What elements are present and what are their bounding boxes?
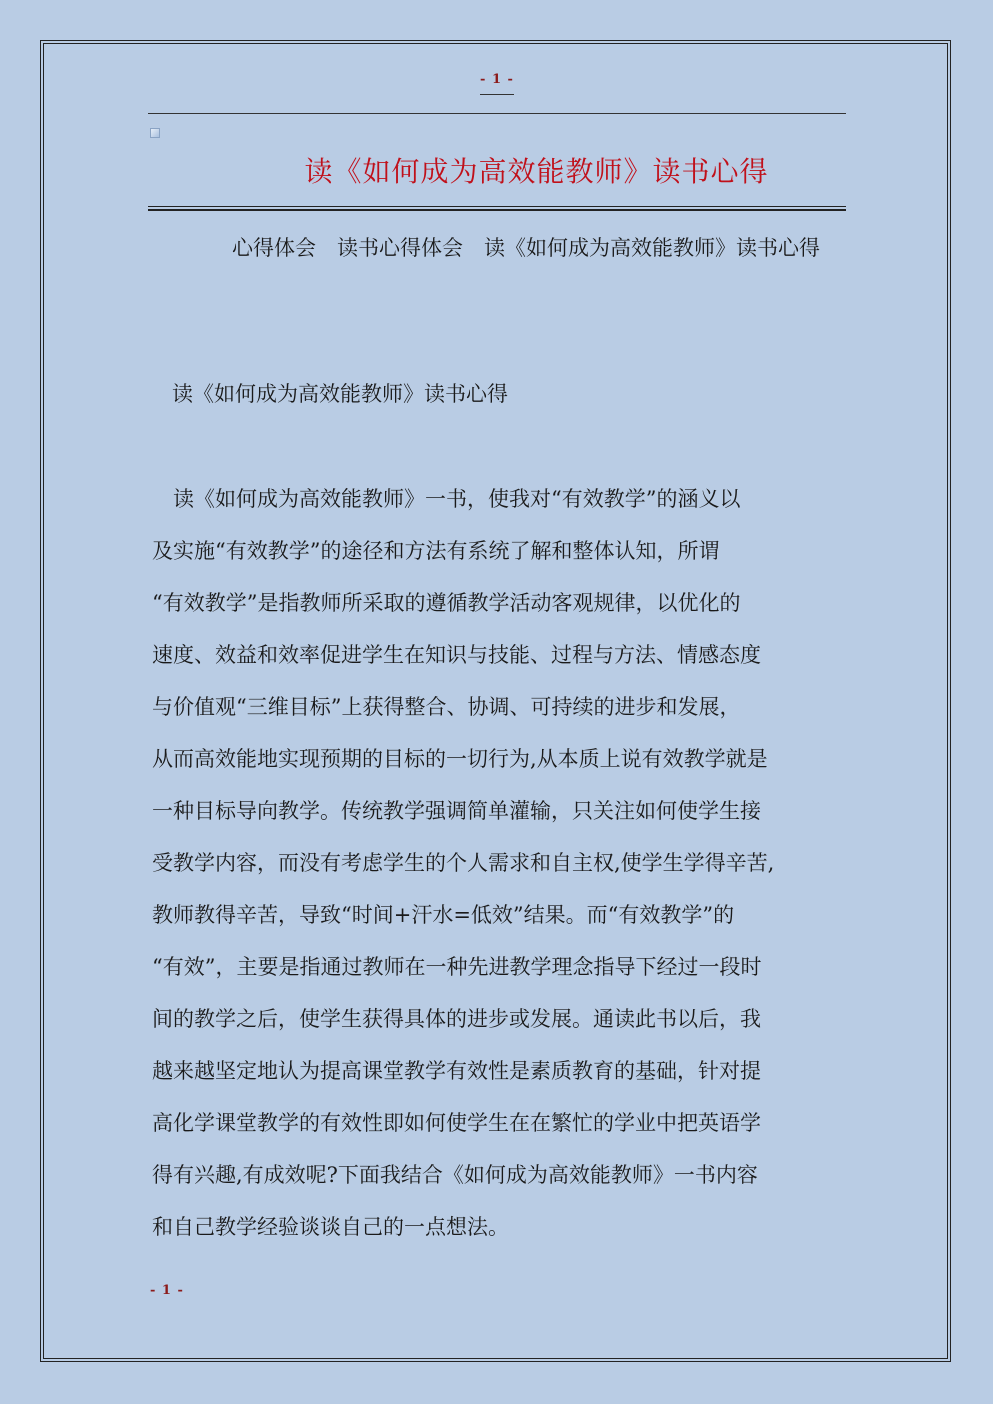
body-line: 和自己教学经验谈谈自己的一点想法。 bbox=[152, 1215, 509, 1239]
body-line: 读《如何成为高效能教师》一书，使我对“有效教学”的涵义以 bbox=[152, 487, 741, 511]
body-line: 与价值观“三维目标”上获得整合、协调、可持续的进步和发展， bbox=[152, 695, 741, 719]
body-line: “有效教学”是指教师所采取的遵循教学活动客观规律，以优化的 bbox=[152, 591, 741, 615]
body-line: 教师教得辛苦，导致“时间+汗水=低效”结果。而“有效教学”的 bbox=[152, 903, 735, 927]
body-line: “有效”，主要是指通过教师在一种先进教学理念指导下经过一段时 bbox=[152, 955, 762, 979]
body-line: 越来越坚定地认为提高课堂教学有效性是素质教育的基础，针对提 bbox=[152, 1059, 761, 1083]
body-paragraph bbox=[152, 473, 846, 1253]
title-rule-thin bbox=[148, 206, 846, 207]
body-line: 及实施“有效教学”的途径和方法有系统了解和整体认知，所谓 bbox=[152, 539, 720, 563]
title-rule-thick bbox=[148, 209, 846, 211]
body-line: 一种目标导向教学。传统教学强调简单灌输，只关注如何使学生接 bbox=[152, 799, 761, 823]
header-page-number-underline bbox=[480, 94, 514, 95]
body-line: 高化学课堂教学的有效性即如何使学生在在繁忙的学业中把英语学 bbox=[152, 1111, 761, 1135]
body-line: 速度、效益和效率促进学生在知识与技能、过程与方法、情感态度 bbox=[152, 643, 761, 667]
header-rule bbox=[148, 113, 846, 114]
body-line: 从而高效能地实现预期的目标的一切行为,从本质上说有效教学就是 bbox=[152, 747, 768, 771]
image-placeholder-icon bbox=[150, 128, 160, 138]
tags-line: 心得体会 读书心得体会 读《如何成为高效能教师》读书心得 bbox=[232, 236, 820, 260]
body-line: 受教学内容，而没有考虑学生的个人需求和自主权,使学生学得辛苦, bbox=[152, 851, 775, 875]
body-line: 得有兴趣,有成效呢?下面我结合《如何成为高效能教师》一书内容 bbox=[152, 1163, 758, 1187]
footer-page-number: - 1 - bbox=[150, 1283, 184, 1298]
header-page-number: - 1 - bbox=[480, 72, 514, 87]
subheading: 读《如何成为高效能教师》读书心得 bbox=[172, 382, 508, 406]
document-title: 读《如何成为高效能教师》读书心得 bbox=[304, 155, 769, 188]
body-line: 间的教学之后，使学生获得具体的进步或发展。通读此书以后，我 bbox=[152, 1007, 761, 1031]
